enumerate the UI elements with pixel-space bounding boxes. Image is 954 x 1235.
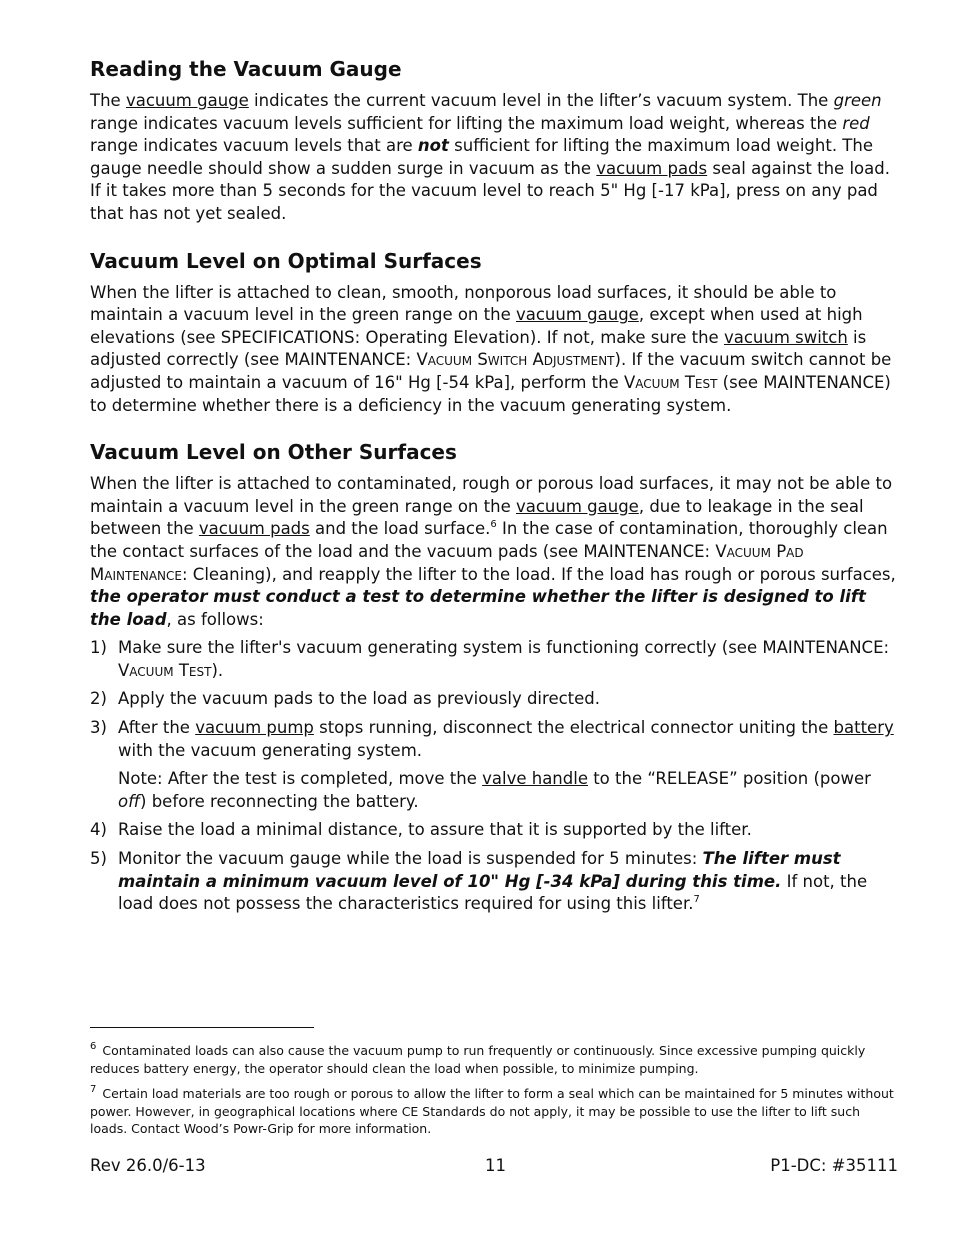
term-link: vacuum gauge <box>515 305 639 325</box>
document-id: P1-DC: #35111 <box>770 1156 898 1175</box>
list-item: 4) Raise the load a minimal distance, to assure that it is supported by the lifter. <box>90 820 752 840</box>
section-other-surfaces <box>90 439 898 916</box>
list-item: 2) Apply the vacuum pads to the load as previously directed. <box>90 689 601 709</box>
section-paragraph: When the lifter is attached to contaminated, rough or porous load surfaces, it may not be able to maintain a vacuum level in the green range on the vacuum gauge, due to leakage in the seal between the vacuum pads and the load surface.$^6$ In the case of contamination, thoroughly clean the contact surfaces of the load and the vacuum pads (see MAINTENANCE: Vacuum Pad Maintenance: Cleaning), and reapply the lifter to the load. If the load has rough or porous surfaces, the operator must conduct a test to determine whether the lifter is designed to lift the load, as follows: <box>90 474 896 629</box>
term-link: vacuum pads <box>198 519 310 539</box>
term-link: vacuum gauge <box>515 496 639 516</box>
procedure-list <box>90 637 898 916</box>
page-footer <box>90 1156 898 1180</box>
term-link: vacuum pads <box>596 158 708 178</box>
section-heading: Reading the Vacuum Gauge <box>90 57 402 81</box>
footnote-ref: 6 <box>490 519 497 531</box>
page-number: 11 <box>485 1156 506 1175</box>
footnote: $^7$ Certain load materials are too rough or porous to allow the lifter to form a seal which can be maintained for 5 minutes without power. However, in geographical locations where CE Standards do not apply, it may be possible to use the lifter to lift such loads. Contact Wood’s Powr-Grip for more information. <box>90 1084 894 1136</box>
term-link: vacuum gauge <box>125 91 249 110</box>
list-note: Note: After the test is completed, move the valve handle to the “RELEASE” position (power off) before reconnecting the battery. <box>118 769 871 811</box>
section-paragraph: The vacuum gauge indicates the current vacuum level in the lifter’s vacuum system. The green range indicates vacuum levels sufficient for lifting the maximum load weight, whereas the red range indicates vacuum levels that are not sufficient for lifting the maximum load weight. The gauge needle should show a sudden surge in vacuum as the vacuum pads seal against the load. If it takes more than 5 seconds for the vacuum level to reach 5" Hg [-17 kPa], press on any pad that has not yet sealed. <box>90 91 890 223</box>
term-link: battery <box>833 718 894 738</box>
section-heading: Vacuum Level on Other Surfaces <box>90 440 457 465</box>
section-reading-gauge <box>90 56 898 226</box>
section-paragraph: When the lifter is attached to clean, smooth, nonporous load surfaces, it should be able to maintain a vacuum level in the green range on the vacuum gauge, except when used at high elevations (see SPECIFICATIONS: Operating Elevation). If not, make sure the vacuum switch is adjusted correctly (see MAINTENANCE: Vacuum Switch Adjustment). If the vacuum switch cannot be adjusted to maintain a vacuum of 16" Hg [-54 kPa], perform the Vacuum Test (see MAINTENANCE) to determine whether there is a deficiency in the vacuum generating system. <box>90 282 892 415</box>
term-link: valve handle <box>482 769 588 789</box>
footnote: $^6$ Contaminated loads can also cause the vacuum pump to run frequently or continuously. Since excessive pumping quickly reduces battery energy, the operator should clean the load when possible, to minimize pumping. <box>90 1041 866 1076</box>
term-link: vacuum switch <box>723 327 848 347</box>
footnotes <box>90 1042 898 1146</box>
footnote-divider <box>90 1027 314 1028</box>
list-item: 5) Monitor the vacuum gauge while the load is suspended for 5 minutes: The lifter must maintain a minimum vacuum level of 10" Hg [-34 kPa] during this time. If not, the load does not possess the characteristics required for using this lifter.$^7$ <box>90 849 868 914</box>
revision-label: Rev 26.0/6-13 <box>90 1156 206 1175</box>
list-item: 1) Make sure the lifter's vacuum generating system is functioning correctly (see MAINTENANCE: Vacuum Test). <box>90 638 890 680</box>
footnote-ref: 7 <box>693 894 700 906</box>
section-optimal-surfaces <box>90 248 898 418</box>
section-heading: Vacuum Level on Optimal Surfaces <box>90 248 482 273</box>
document-page <box>90 56 898 938</box>
term-link: vacuum pump <box>195 718 314 738</box>
list-item: 3) After the vacuum pump stops running, disconnect the electrical connector uniting the battery with the vacuum generating system. Note: After the test is completed, move the valve handle to the “RELEASE” position (power off) before reconnecting the battery. <box>90 717 898 813</box>
